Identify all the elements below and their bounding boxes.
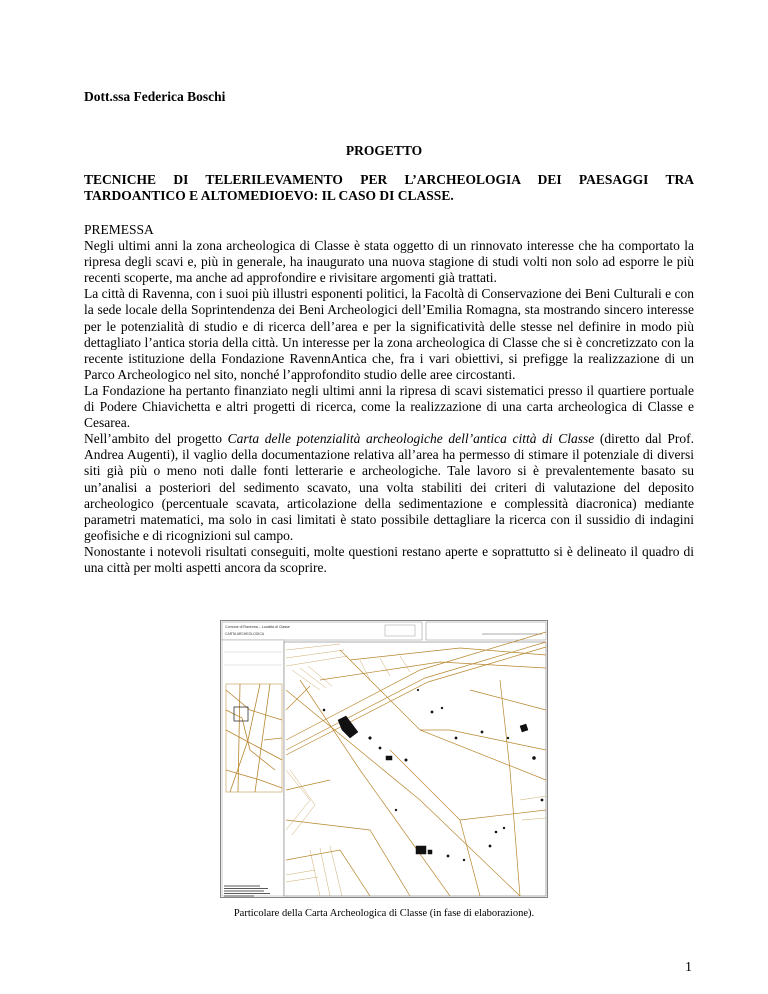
map-header-text: Comune di Ravenna – Località di Classe (225, 625, 290, 629)
body-text (84, 222, 694, 576)
archaeological-map-figure (220, 620, 548, 898)
map-subheader-text: CARTA ARCHEOLOGICA (225, 632, 265, 636)
paragraph-3: La Fondazione ha pertanto finanziato negli ultimi anni la ripresa di scavi sistematici presso il quartiere portuale di Podere Chiavichetta e altri progetti di ricerca, come la realizzazione di una carta archeologica di Classe e Cesarea. (84, 382, 694, 431)
paragraph-4-start: Nell’ambito del progetto (84, 431, 228, 447)
paragraph-5: Nonostante i notevoli risultati conseguiti, molte questioni restano aperte e soprattutto si è delineato il quadro di una città per molti aspetti ancora da scoprire. (84, 543, 694, 575)
map-svg (220, 620, 548, 898)
paragraph-4-end: (diretto dal Prof. Andrea Augenti), il vaglio della documentazione relativa all’area ha permesso di stimare il potenziale di diversi siti già più o meno noti dalle fonti letterarie e archeologiche. Tale lavoro si è prevalentemente basato su un’analisi a posteriori del sedimento scavato, una volta stabiliti dei criteri di valutazione del deposito archeologico (percentuale scavata, articolazione della sedimentazione e complessità diacronica) mediante parametri matematici, ma solo in casi limitati è stato possibile dettagliare la ricerca con il sussidio di indagini geofisiche e di ricognizioni sul campo. (84, 431, 694, 543)
page-number: 1 (685, 960, 692, 975)
figure-caption: Particolare della Carta Archeologica di Classe (in fase di elaborazione). (233, 908, 535, 919)
paragraph-1: Negli ultimi anni la zona archeologica di Classe è stata oggetto di un rinnovato interesse che ha comportato la ripresa degli scavi e, più in generale, ha inaugurato una nuova stagione di studi volti non solo ad esporre le più recenti scoperte, ma anche ad approfondire e rivisitare argomenti già trattati. (84, 238, 694, 286)
author-name: Dott.ssa Federica Boschi (84, 89, 226, 104)
document-title (84, 172, 694, 204)
title-line-2: TARDOANTICO E ALTOMEDIOEVO: IL CASO DI CLASSE. (84, 188, 454, 203)
paragraph-4 (84, 431, 694, 544)
title-line-1: TECNICHE DI TELERILEVAMENTO PER L’ARCHEOLOGIA DEI PAESAGGI TRA (84, 172, 694, 187)
paragraph-2: La città di Ravenna, con i suoi più illustri esponenti politici, la Facoltà di Conservazione dei Beni Culturali e con la sede locale della Soprintendenza dei Beni Archeologici dell’Emilia Romagna, sta mostrando sincero interesse per le potenzialità di studio e di ricerca dell’area e per la significatività delle stesse nel definire in modo più dettagliato l’antica storia della città. Un interesse per la zona archeologica di Classe che si è concretizzato con la recente istituzione della Fondazione RavennAntica che, fra i vari obiettivi, si prefigge la realizzazione di un Parco Archeologico nel sito, nonché l’approfondito studio delle aree circostanti. (84, 286, 694, 382)
project-title-italic: Carta delle potenzialità archeologiche dell’antica città di Classe (227, 431, 595, 447)
section-heading: PROGETTO (345, 143, 423, 158)
premessa-heading: PREMESSA (84, 222, 154, 237)
